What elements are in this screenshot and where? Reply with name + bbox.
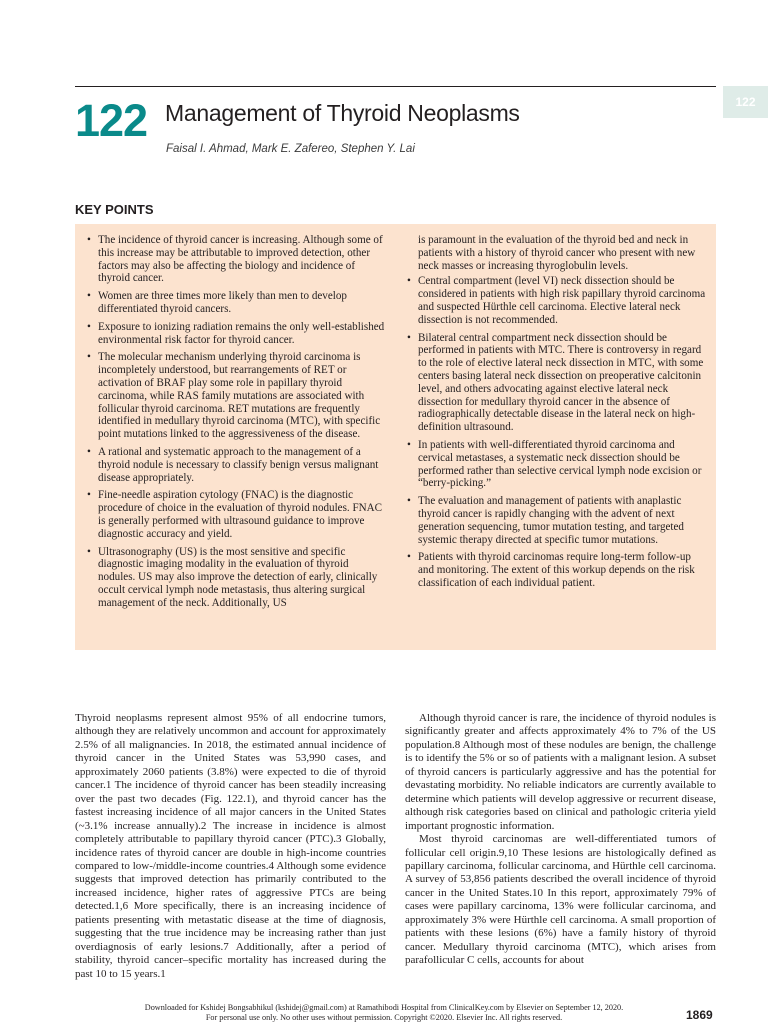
key-point-item (85, 351, 385, 441)
key-point-text: The incidence of thyroid cancer is increasing. Although some of this increase may be attributable to improved detection, other factors may also be affecting the biology and incidence of thyroid cancer. (98, 234, 383, 285)
footer-copyright: For personal use only. No other uses without permission. Copyright ©2020. Elsevier Inc. All rights reserved. (205, 1013, 563, 1022)
bullet-icon: • (87, 351, 91, 364)
key-point-item (85, 446, 385, 484)
body-paragraph: Thyroid neoplasms represent almost 95% of all endocrine tumors, although they are relatively uncommon and account for approximately 2.5% of all malignancies. In 2018, the estimated annual incidence of thyroid cancer in the United States was 53,990 cases, and approximately 2060 patients (3.8%) were expected to die of thyroid cancer.1 The incidence of thyroid cancer has been steadily increasing over the past two decades (Fig. 122.1), and thyroid cancer has the fastest increasing incidence of all major cancers in the United States (~3.1% increase annually).2 The increase in incidence is almost completely attributable to papillary thyroid cancer (PTC).3 Globally, incidence rates of thyroid cancer are double in high-income countries compared to low-/middle-income countries.4 Although some evidence suggests that improved detection has primarily contributed to the increased incidence, higher rates of aggressive PTCs are being detected.1,6 More specifically, there is an increasing incidence of patients presenting with metastatic disease at the time of diagnosis, suggesting that the true incidence may be increasing rather than just overdiagnosis of early lesions.7 Additionally, after a period of stability, thyroid cancer–specific mortality has increased during the past 10 to 15 years.1 (75, 712, 386, 980)
bullet-icon: • (87, 489, 91, 502)
key-point-text: Ultrasonography (US) is the most sensitive and specific diagnostic imaging modality in the evaluation of thyroid nodules. US may also improve the detection of early, clinically occult cervical lymph node metastasis, thus altering surgical management of the neck. Additionally, US (98, 545, 378, 609)
key-point-text: is paramount in the evaluation of the thyroid bed and neck in patients with a history of thyroid cancer who present with new neck masses or increasing thyroglobulin levels. (418, 234, 696, 272)
key-points-left-column (85, 234, 385, 615)
key-point-item (85, 321, 385, 347)
key-point-text: A rational and systematic approach to the management of a thyroid nodule is necessary to classify benign versus malignant disease appropriately. (98, 445, 379, 484)
body-column-right (405, 712, 716, 968)
key-point-item (405, 495, 707, 546)
bullet-icon: • (407, 331, 411, 344)
key-point-item (85, 290, 385, 316)
bullet-icon: • (87, 445, 91, 458)
bullet-icon: • (407, 275, 411, 288)
bullet-icon: • (87, 290, 91, 303)
key-point-item (405, 275, 707, 326)
authors: Faisal I. Ahmad, Mark E. Zafereo, Stephen Y. Lai (166, 143, 415, 155)
key-points-right-column (405, 234, 707, 595)
key-point-text: Bilateral central compartment neck dissection should be performed in patients with MTC. There is controversy in regard to the role of elective lateral neck dissection in MTC, with some centers basing lateral neck dissection on preoperative calcitonin level, and others advocating against elective lateral neck dissection for medullary thyroid cancer in the absence of radiographically detectable disease in the lateral neck on high-definition ultrasound. (418, 331, 704, 434)
key-point-text: Central compartment (level VI) neck dissection should be considered in patients with high risk papillary thyroid carcinoma and suspected Hürthle cell carcinoma. Elective lateral neck dissection is not recommended. (418, 275, 706, 326)
key-point-item (85, 546, 385, 610)
key-points-heading: KEY POINTS (75, 202, 154, 217)
key-point-text: The evaluation and management of patients with anaplastic thyroid cancer is rapidly changing with the advent of next generation sequencing, tumor mutation testing, and targeted systemic therapy directed at specific tumor mutations. (418, 495, 684, 546)
key-point-text: In patients with well-differentiated thyroid carcinoma and cervical metastases, a systematic neck dissection should be performed rather than selective cervical lymph node excision or “berry-picking.” (418, 438, 702, 490)
chapter-tab: 122 (723, 86, 768, 118)
key-point-item (85, 234, 385, 285)
key-point-item (85, 489, 385, 540)
chapter-number: 122 (75, 95, 148, 146)
body-paragraph: Although thyroid cancer is rare, the incidence of thyroid nodules is significantly greater and affects approximately 4% to 7% of the US population.8 Although most of these nodules are benign, the challenge is to identify the 5% or so of patients with a malignant lesion. A subset of thyroid cancers is particularly aggressive and has the potential for devastating morbidity. No reliable indicators are currently available to determine which patients will develop aggressive or recurrent disease, although risk categories based on clinical and pathologic criteria yield important prognostic information. (405, 712, 716, 832)
key-point-item (405, 551, 707, 589)
footer-download-notice: Downloaded for Kshidej Bongsabhikul (kshidej@gmail.com) at Ramathibodi Hospital from ClinicalKey.com by Elsevier on September 12, 2020. (144, 1003, 624, 1012)
bullet-icon: • (87, 545, 91, 558)
bullet-icon: • (87, 320, 91, 333)
chapter-title: Management of Thyroid Neoplasms (165, 100, 520, 126)
key-point-item (405, 332, 707, 434)
key-point-continuation (405, 234, 707, 272)
page-number: 1869 (686, 1008, 713, 1022)
bullet-icon: • (407, 438, 411, 451)
bullet-icon: • (407, 495, 411, 508)
body-column-left (75, 712, 386, 981)
key-point-text: Women are three times more likely than men to develop differentiated thyroid cancers. (98, 290, 347, 315)
key-point-item (405, 439, 707, 490)
key-point-text: Fine-needle aspiration cytology (FNAC) is the diagnostic procedure of choice in the evaluation of thyroid nodules. FNAC is generally performed with ultrasound guidance to improve diagnostic accuracy and yield. (98, 489, 383, 540)
key-point-text: The molecular mechanism underlying thyroid carcinoma is incompletely understood, but rearrangements of RET or activation of BRAF play some role in papillary thyroid carcinoma, while RAS family mutations are associated with follicular thyroid carcinoma. RET mutations are frequently identified in medullary thyroid carcinoma (MTC), with specific point mutations linked to the aggressiveness of the disease. (98, 351, 381, 441)
bullet-icon: • (407, 551, 411, 564)
header-rule (75, 86, 716, 87)
bullet-icon: • (87, 234, 91, 246)
key-points-box (75, 224, 716, 650)
body-paragraph: Most thyroid carcinomas are well-differentiated tumors of follicular cell origin.9,10 These lesions are histologically defined as papillary carcinoma, follicular carcinoma, and Hürthle cell carcinoma. A survey of 53,856 patients described the overall incidence of thyroid cancer in the United States.10 In this report, approximately 79% of cases were papillary carcinoma, 13% were follicular carcinoma, and approximately 3% were Hürthle cell carcinoma. A small proportion of patients with these lesions (6%) have a family history of thyroid cancer. Medullary thyroid carcinoma (MTC), which arises from parafollicular C cells, accounts for about (405, 833, 716, 967)
key-point-text: Patients with thyroid carcinomas require long-term follow-up and monitoring. The extent of this workup depends on the risk classification of each individual patient. (418, 551, 695, 589)
key-point-text: Exposure to ionizing radiation remains the only well-established environmental risk factor for thyroid cancer. (98, 320, 385, 346)
